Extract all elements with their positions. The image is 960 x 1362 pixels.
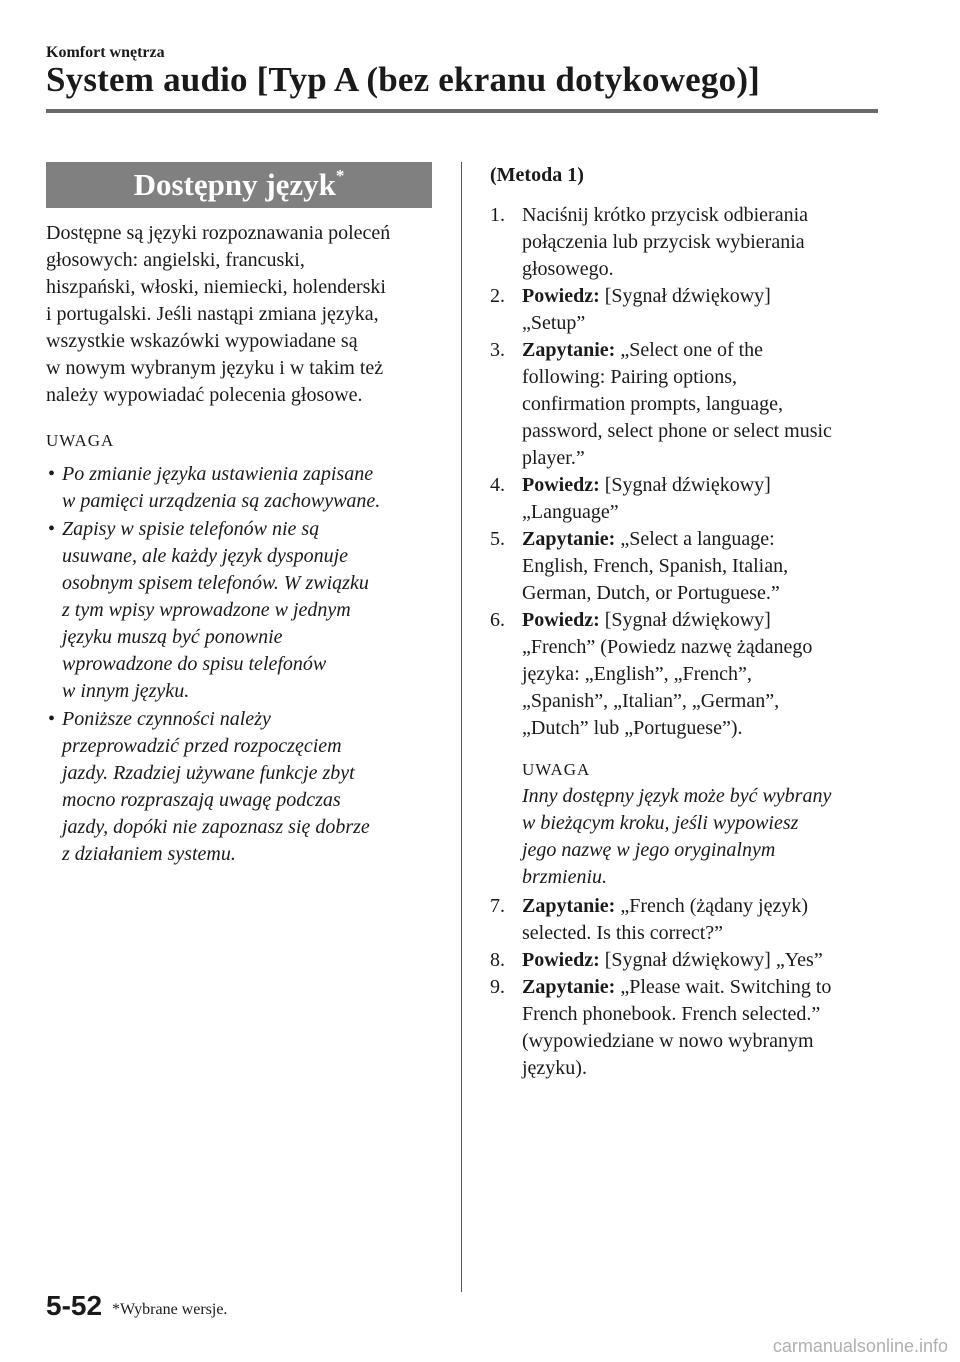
step-line: „Language” [522,501,619,523]
note-bullet [46,706,432,868]
step [490,974,880,1082]
step-note [490,756,880,891]
watermark: carmanualsonline.info [772,1336,948,1356]
step-line [522,893,880,920]
header-title: System audio [Typ A (bez ekranu dotykowego)] [46,60,761,99]
intro-line: należy wypowiadać polecenia głosowe. [46,384,363,406]
step [490,472,880,526]
intro-line: i portugalski. Jeśli nastąpi zmiana języka, [46,303,379,325]
step-note-line: jego nazwę w jego oryginalnym [522,839,776,861]
step-line: following: Pairing options, [522,366,737,388]
step-note-label: UWAGA [522,760,591,779]
bullet-line: z tym wpisy wprowadzone w jednym [62,599,351,621]
note-bullet [46,461,432,515]
step-note-line: brzmieniu. [522,866,607,888]
step-line: „Dutch” lub „Portuguese”). [522,717,743,739]
step-note-line: w bieżącym kroku, jeśli wypowiesz [522,812,799,834]
intro-line: głosowych: angielski, francuski, [46,249,305,271]
step [490,202,880,283]
step-line: German, Dutch, or Portuguese.” [522,582,780,604]
step-line: „Spanish”, „Italian”, „German”, [522,690,780,712]
step-line [522,283,880,310]
step-line: selected. Is this correct?” [522,922,724,944]
step-line: confirmation prompts, language, [522,393,784,415]
header-rule [46,109,878,113]
bullet-dot: • [48,518,56,540]
step-number: 8. [490,949,505,971]
step-number: 5. [490,528,505,550]
note-label: UWAGA [46,431,115,450]
step-line: (wypowiedziane w nowo wybranym [522,1030,814,1052]
step-text: [Sygnał dźwiękowy] „Yes” [599,949,823,971]
page-number: 5-52 [46,1290,103,1321]
column-divider [461,162,462,1292]
bullet-line: z działaniem systemu. [62,843,236,865]
method-title: (Metoda 1) [490,164,584,186]
step-text: „Select one of the [615,339,764,361]
note-bullet-list [46,461,432,868]
step-number: 2. [490,285,505,307]
step-text: [Sygnał dźwiękowy] [599,474,771,496]
step [490,283,880,337]
step-keyword: Zapytanie: [522,528,616,550]
step [490,607,880,742]
step-text: [Sygnał dźwiękowy] [599,285,771,307]
step-line [522,607,880,634]
step-keyword: Powiedz: [522,949,600,971]
step-line: English, French, Spanish, Italian, [522,555,789,577]
step [490,893,880,947]
step-text: „Please wait. Switching to [615,976,832,998]
step-number: 9. [490,976,505,998]
intro-line: wszystkie wskazówki wypowiadane są [46,330,358,352]
bullet-line: w innym języku. [62,680,190,702]
step-line [522,526,880,553]
bullet-line: języku muszą być ponownie [62,626,283,648]
step [490,337,880,472]
step-keyword: Powiedz: [522,285,600,307]
bullet-line: Po zmianie języka ustawienia zapisane [62,463,374,485]
step-line: połączenia lub przycisk wybierania [522,231,805,253]
bullet-line: Poniższe czynności należy [62,708,271,730]
step-keyword: Zapytanie: [522,895,616,917]
step-number: 6. [490,609,505,631]
step-text: [Sygnał dźwiękowy] [599,609,771,631]
bullet-dot: • [48,463,56,485]
bullet-line: jazdy. Rzadziej używane funkcje zbyt [62,762,355,784]
step-line: „Setup” [522,312,586,334]
step-list [490,202,880,1082]
step-line: player.” [522,447,585,469]
step-keyword: Zapytanie: [522,339,616,361]
step-line [522,472,880,499]
section-title-mark: * [335,166,345,185]
step-number: 3. [490,339,505,361]
step-number: 4. [490,474,505,496]
step-line: French phonebook. French selected.” [522,1003,821,1025]
intro-line: Dostępne są języki rozpoznawania poleceń [46,222,391,244]
bullet-line: przeprowadzić przed rozpoczęciem [62,735,342,757]
bullet-line: w pamięci urządzenia są zachowywane. [62,490,381,512]
bullet-line: osobnym spisem telefonów. W związku [62,572,369,594]
header-subtitle: Komfort wnętrza [46,44,165,61]
step-keyword: Powiedz: [522,474,600,496]
step [490,947,880,974]
section-heading [46,162,432,208]
bullet-line: Zapisy w spisie telefonów nie są [62,518,320,540]
step [490,526,880,607]
step-line: języku). [522,1057,587,1079]
step-line [522,974,880,1001]
step-number: 1. [490,204,505,226]
step-line: password, select phone or select music [522,420,832,442]
left-column [46,162,432,869]
step-line: Naciśnij krótko przycisk odbierania [522,204,809,226]
step-number: 7. [490,895,505,917]
intro-paragraph [46,220,432,409]
intro-line: hiszpański, włoski, niemiecki, holenderski [46,276,386,298]
note-bullet [46,516,432,705]
step-keyword: Zapytanie: [522,976,616,998]
section-title: Dostępny język [133,167,336,202]
step-line [522,947,880,974]
step-line: „French” (Powiedz nazwę żądanego [522,636,813,658]
step-text: „French (żądany język) [615,895,809,917]
bullet-line: wprowadzone do spisu telefonów [62,653,327,675]
bullet-line: jazdy, dopóki nie zapoznasz się dobrze [62,816,370,838]
bullet-dot: • [48,708,56,730]
bullet-line: mocno rozpraszają uwagę podczas [62,789,341,811]
step-line [522,337,880,364]
footnote: *Wybrane wersje. [112,1301,228,1318]
step-line: głosowego. [522,258,614,280]
step-text: „Select a language: [615,528,775,550]
intro-line: w nowym wybranym języku i w takim też [46,357,384,379]
step-note-line: Inny dostępny język może być wybrany [522,785,832,807]
bullet-line: usuwane, ale każdy język dysponuje [62,545,349,567]
step-line: języka: „English”, „French”, [522,663,752,685]
step-keyword: Powiedz: [522,609,600,631]
right-column [490,162,880,1082]
